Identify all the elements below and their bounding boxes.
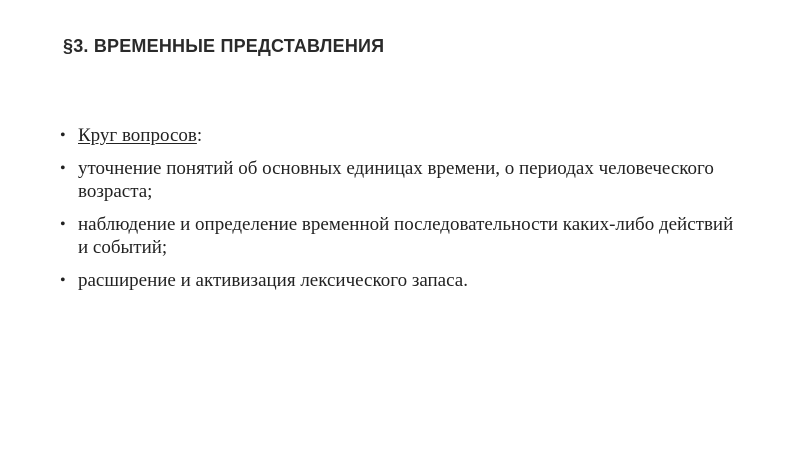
topics-heading-colon: :	[196, 125, 203, 146]
topics-heading-label: Круг вопросов	[78, 125, 197, 146]
list-item-text: расширение и активизация лексического запаса.	[78, 270, 468, 291]
list-item-vocabulary	[58, 269, 748, 292]
bullet-icon: •	[60, 272, 66, 289]
bullet-icon: •	[60, 127, 66, 144]
list-item-text: наблюдение и определение временной последовательности каких-либо действий и событий;	[78, 214, 734, 258]
bullet-icon: •	[60, 160, 66, 177]
slide-title: §3. ВРЕМЕННЫЕ ПРЕДСТАВЛЕНИЯ	[63, 36, 385, 56]
bullet-icon: •	[60, 216, 66, 233]
slide-body	[58, 124, 748, 302]
bullet-list	[58, 124, 748, 292]
list-item-sequence	[58, 213, 748, 259]
list-item-time-units	[58, 157, 748, 203]
list-item-text: уточнение понятий об основных единицах времени, о периодах человеческого возраста;	[78, 158, 714, 202]
list-item-topics-heading	[58, 124, 748, 147]
